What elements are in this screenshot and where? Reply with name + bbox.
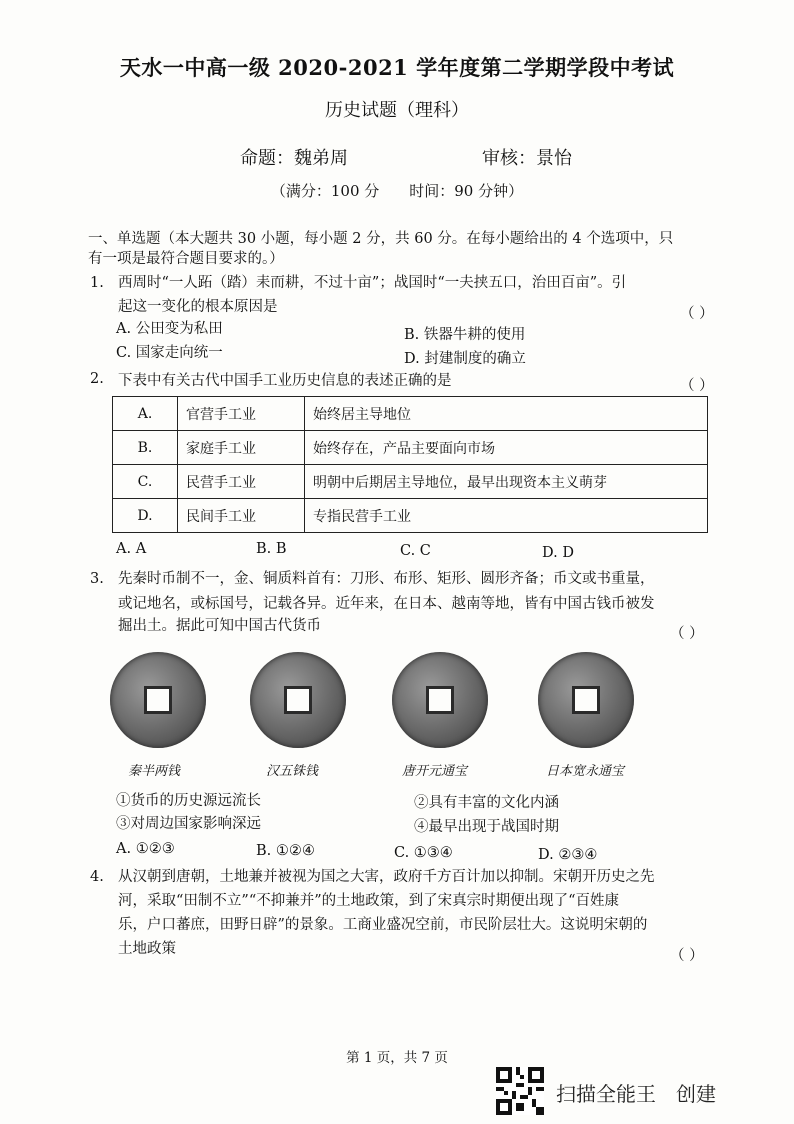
q1-answer-paren: （ ）	[680, 306, 714, 322]
table-cell-desc: 明朝中后期居主导地位，最早出现资本主义萌芽	[305, 465, 708, 499]
table-cell-desc: 专指民营手工业	[305, 499, 708, 533]
table-row	[113, 499, 708, 533]
q3-option-c: C. ①③④	[394, 845, 453, 861]
table-cell-label: D.	[113, 499, 178, 533]
q2-answer-paren: （ ）	[680, 378, 714, 394]
q4-line-2: 河，采取“田制不立”“不抑兼并”的土地政策，到了宋真宗时期便出现了“百姓康	[118, 893, 620, 909]
q1-option-c: C. 国家走向统一	[116, 345, 223, 361]
q4-line-3: 乐，户口蕃庶，田野日辟”的景象。工商业盛况空前，市民阶层壮大。这说明宋朝的	[118, 917, 648, 933]
table-cell-desc: 始终居主导地位	[305, 397, 708, 431]
q3-item-1: ①货币的历史源远流长	[116, 793, 261, 809]
q3-option-a: A. ①②③	[116, 841, 175, 857]
scanner-watermark: 扫描全能王 创建	[556, 1082, 716, 1106]
q3-option-b: B. ①②④	[256, 843, 315, 859]
score-time: （满分：100 分 时间：90 分钟）	[270, 182, 524, 200]
coin-image-wuzhu	[250, 652, 346, 748]
q1-number: 1.	[90, 275, 104, 291]
q1-option-d: D. 封建制度的确立	[404, 351, 526, 367]
exam-title: 天水一中高一级 2020-2021 学年度第二学期学段中考试	[119, 55, 675, 80]
table-cell-type: 民营手工业	[178, 465, 305, 499]
table-row	[113, 465, 708, 499]
section-line-2: 有一项是最符合题目要求的。）	[88, 251, 284, 267]
q1-line-1: 西周时“一人跖（踏）耒而耕，不过十亩”；战国时“一夫挟五口，治田百亩”。引	[118, 275, 627, 291]
q2-option-c: C. C	[400, 543, 431, 559]
q1-option-b: B. 铁器牛耕的使用	[404, 327, 526, 343]
q2-stem: 下表中有关古代中国手工业历史信息的表述正确的是	[118, 373, 452, 389]
setter: 命题：魏弟周	[240, 148, 348, 169]
q3-option-d: D. ②③④	[538, 847, 598, 863]
q3-line-3: 掘出土。据此可知中国古代货币	[118, 618, 321, 634]
table-cell-type: 民间手工业	[178, 499, 305, 533]
table-row	[113, 431, 708, 465]
q3-line-2: 或记地名，或标国号，记载各异。近年来，在日本、越南等地，皆有中国古钱币被发	[118, 596, 655, 612]
coin-caption-3: 唐开元通宝	[402, 764, 468, 779]
coin-caption-4: 日本宽永通宝	[546, 764, 625, 779]
q4-line-1: 从汉朝到唐朝，土地兼并被视为国之大害，政府千方百计加以抑制。宋朝开历史之先	[118, 869, 655, 885]
table-row	[113, 397, 708, 431]
q2-option-a: A. A	[116, 541, 147, 557]
q1-line-2: 起这一变化的根本原因是	[118, 299, 278, 315]
reviewer: 审核：景怡	[482, 148, 572, 169]
table-cell-desc: 始终存在，产品主要面向市场	[305, 431, 708, 465]
section-line-1: 一、单选题（本大题共 30 小题，每小题 2 分，共 60 分。在每小题给出的 4 个选项中，只	[88, 231, 674, 247]
table-cell-label: C.	[113, 465, 178, 499]
table-cell-type: 家庭手工业	[178, 431, 305, 465]
q3-number: 3.	[90, 571, 104, 587]
table-cell-type: 官营手工业	[178, 397, 305, 431]
table-cell-label: B.	[113, 431, 178, 465]
coin-caption-2: 汉五铢钱	[266, 764, 319, 779]
coin-caption-1: 秦半两钱	[128, 764, 181, 779]
q4-answer-paren: （ ）	[670, 948, 704, 964]
q2-option-d: D. D	[542, 545, 574, 561]
q4-number: 4.	[90, 869, 104, 885]
coin-image-kaiyuan	[392, 652, 488, 748]
q3-item-4: ④最早出现于战国时期	[414, 819, 559, 835]
q3-answer-paren: （ ）	[670, 626, 704, 642]
q1-option-a: A. 公田变为私田	[116, 321, 223, 337]
coin-image-kanei	[538, 652, 634, 748]
exam-subtitle: 历史试题（理科）	[325, 100, 469, 121]
q4-line-4: 土地政策	[118, 941, 176, 957]
qr-code-icon	[496, 1067, 544, 1115]
q3-line-1: 先秦时币制不一，金、铜质料首有：刀形、布形、矩形、圆形齐备；币文或书重量，	[118, 571, 655, 587]
q3-item-3: ③对周边国家影响深远	[116, 816, 261, 832]
q2-table	[112, 396, 708, 533]
q3-item-2: ②具有丰富的文化内涵	[414, 795, 559, 811]
table-cell-label: A.	[113, 397, 178, 431]
coin-image-banliang	[110, 652, 206, 748]
q2-number: 2.	[90, 371, 104, 387]
q2-option-b: B. B	[256, 541, 287, 557]
page-number: 第 1 页，共 7 页	[346, 1050, 448, 1066]
